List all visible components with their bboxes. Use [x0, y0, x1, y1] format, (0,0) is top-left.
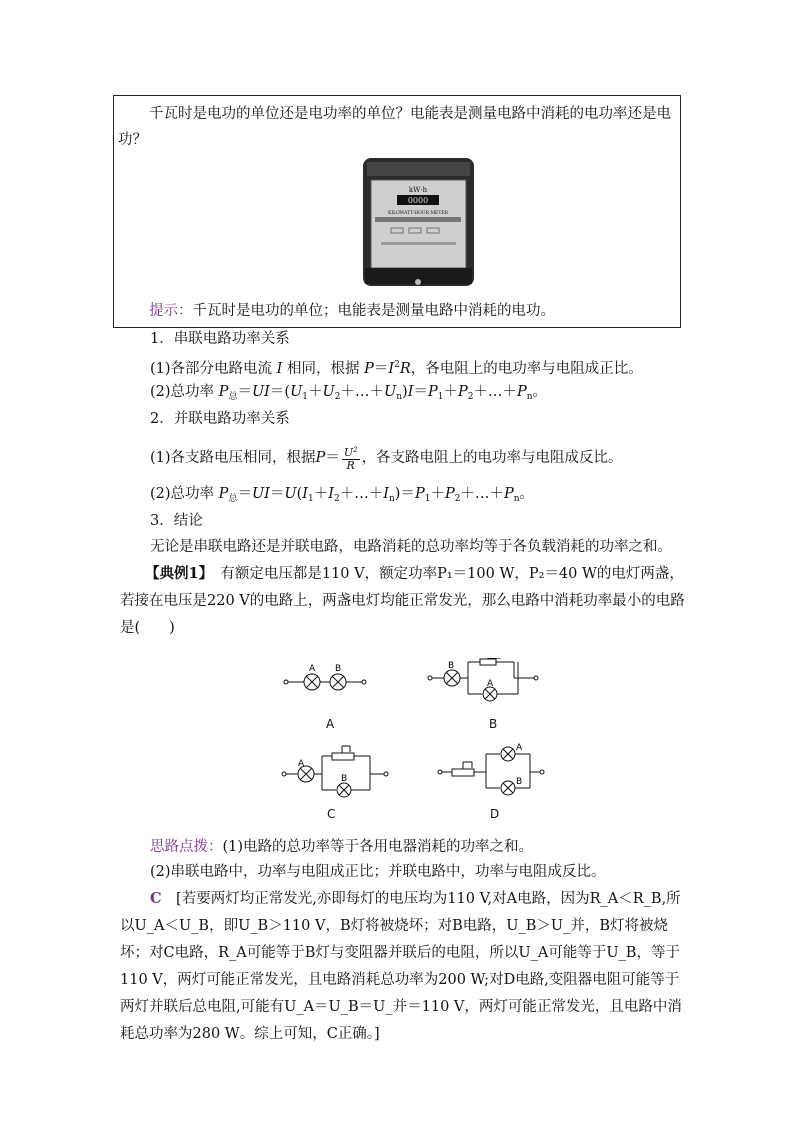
section-2-point-1: (1)各支路电压相同，根据P＝ $\frac{U^2}{R}$ ，各支路电阻上的电功率与电阻成反比。 [150, 446, 623, 472]
question-line-1: 千瓦时是电功的单位还是电功率的单位？电能表是测量电路中消耗的电功率还是电 [149, 106, 671, 122]
question-line-2: 功？ [118, 132, 147, 148]
circuit-a-diagram [282, 662, 372, 692]
example-text: 有额定电压都是110 V，额定功率P₁＝100 W，P₂＝40 W的电灯两盏，若接在电压是220 V的电路上，两盏电灯均能正常发光，那么电路中消耗功率最小的电路是( ) [120, 566, 685, 636]
tips-line-1: 思路点拨：(1)电路的总功率等于各用电器消耗的功率之和。 [150, 839, 534, 855]
electric-meter-image [361, 156, 476, 288]
question-box [113, 95, 681, 328]
tips-line-2: (2)串联电路中，功率与电阻成正比；并联电路中，功率与电阻成反比。 [150, 864, 606, 880]
svg-text:B: B [341, 774, 348, 784]
example-paragraph [120, 560, 690, 642]
svg-text:A: A [516, 743, 523, 753]
circuit-d-diagram [436, 742, 548, 800]
solution-paragraph [120, 885, 690, 1048]
solution-answer: C [150, 890, 162, 907]
circuit-c-diagram [280, 744, 392, 800]
question-text [118, 101, 677, 153]
svg-text:A: A [487, 679, 494, 689]
svg-text:A: A [309, 664, 316, 674]
section-3-title: 3．结论 [150, 513, 203, 529]
section-1-point-1: (1)各部分电路电流 I 相同，根据 $P=I^2R$，各电阻上的电功率与电阻成正比。 [150, 360, 643, 377]
meter-digits: 0000 [407, 196, 429, 205]
section-1-title: 1．串联电路功率关系 [150, 331, 290, 347]
svg-text:B: B [516, 777, 523, 787]
svg-text:A: A [298, 759, 305, 769]
svg-text:B: B [448, 661, 455, 671]
section-3-text: 无论是串联电路还是并联电路，电路消耗的总功率均等于各负载消耗的功率之和。 [150, 539, 672, 555]
circuit-a-label: A [326, 717, 335, 731]
section-2-point-2: (2)总功率 $P_总=UI=U(I_1+I_2+\dots+I_n)=P_1+P_2+\dots+P_n$。 [150, 486, 534, 504]
tips-label: 思路点拨： [150, 839, 223, 855]
circuit-d-label: D [490, 807, 500, 821]
meter-unit: kW·h [408, 186, 428, 194]
section-2-title: 2．并联电路功率关系 [150, 411, 290, 427]
section-1-point-2: (2)总功率 $P_总=UI=(U_1+U_2+\dots+U_n)I=P_1+P_2+\dots+P_n$。 [150, 384, 547, 402]
solution-text: [若要两灯均正常发光,亦即每灯的电压均为110 V,对A电路，因为R_A＜R_B,所以U_A＜U_B，即U_B＞110 V，B灯将被烧坏；对B电路，U_B＞U_并，B灯将被烧坏；对C电路，R_A可能等于B灯与变阻器并联后的电阻，所以U_A可能等于U_B，等于110 V，两灯可能正常发光，且电路消耗总功率为200 W;对D电路,变阻器电阻可能等于两灯并联后总电阻,可能有U_A＝U_B＝U_并＝110 V，两灯可能正常发光，且电路中消耗总功率为280 W。综上可知，C正确。] [120, 891, 682, 1042]
circuit-b-label: B [489, 717, 498, 731]
hint-text: 千瓦时是电功的单位；电能表是测量电路中消耗的电功。 [192, 303, 555, 319]
hint-label: 提示： [149, 303, 193, 319]
meter-label: KILOWATT-HOUR METER [387, 211, 449, 216]
svg-text:B: B [335, 664, 342, 674]
circuit-b-diagram [426, 658, 542, 702]
hint-paragraph [149, 300, 555, 322]
example-label: 【典例1】 [145, 565, 206, 582]
circuit-c-label: C [327, 807, 336, 821]
